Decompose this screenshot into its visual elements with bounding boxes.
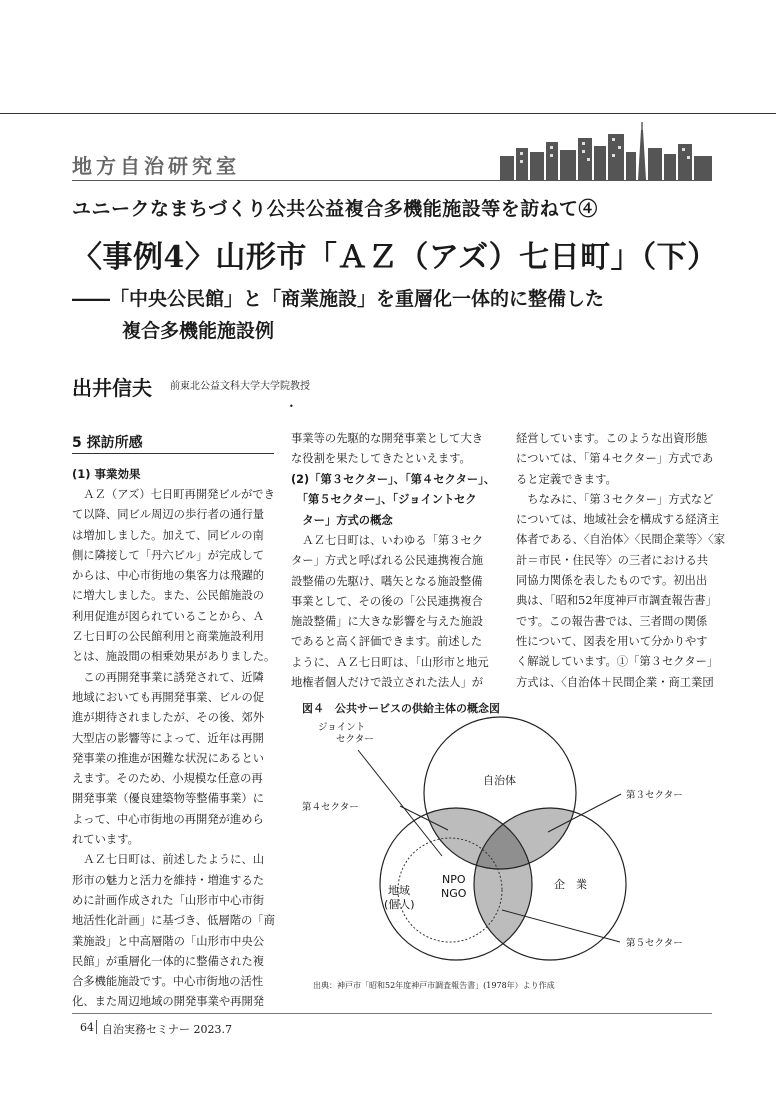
text-line: 事業等の先駆的な開発事業として大き [291,432,484,445]
subheading-2 [291,470,495,531]
label-kigyo: 企 業 [554,878,587,891]
text-line: 計＝市民・住民等〉の三者における共 [516,553,709,567]
page-number: 64 [80,1021,94,1034]
label-ngo: NGO [441,887,467,900]
label-chiiki-1: 地域 [388,884,410,897]
text-line: 地権者個人だけで設立された法人」が [291,676,484,690]
text-line: 体者である、〈自治体〉〈民間企業等〉〈家 [516,533,725,547]
series-rule [72,180,712,181]
text-line: ＡＺ（アズ）七日町再開発ビルができ [72,488,275,501]
text-line: 業施設」と中高層階の「山形市中央公 [72,934,265,948]
column-3 [516,429,725,693]
column-2-body [291,531,489,693]
section-heading-rule [72,453,274,454]
column-2-top [291,429,483,470]
article-title: 〈事例4〉山形市「ＡＺ（アズ）七日町」（下） [72,240,718,275]
label-4th-sector: 第４セクター [302,802,359,813]
text-line: ＡＺ七日町は、いわゆる「第３セク [291,534,484,547]
text-line: は増加しました。加えて、同ビルの南 [72,528,264,542]
text-line: (2)「第３セクター」、「第４セクター」、 [291,473,496,486]
text-line: 典は、「昭和52年度神戸市調査報告書」 [516,594,717,608]
footer-rule [72,1013,712,1014]
text-line: 民館」が重層化一体的に整備された複 [72,954,265,968]
stray-dot: • [289,402,294,411]
text-line: えます。そのため、小規模な任意の再 [72,772,263,786]
text-line: ると定義できます。 [516,472,617,486]
text-line: 地活性化計画」に基づき、低層階の「商 [72,914,275,928]
text-line: 合多機能施設です。中心市街地の活性 [72,975,264,989]
text-line: 事業として、その後の「公民連携複合 [291,594,483,608]
text-line: ター」方式の概念 [291,513,393,527]
text-line: めに計画作成された「山形市中心市街 [72,893,265,907]
text-line: 形市の魅力と活力を維持・増進するた [72,873,265,887]
subheading-1: (1) 事業効果 [72,467,141,481]
text-line: であると高く評価できます。前述した [291,635,483,649]
label-joint-sector-2: セクター [336,734,374,745]
footer-separator [96,1020,97,1034]
text-line: です。この報告書では、三者間の関係 [516,614,708,628]
top-rule [0,113,776,114]
author-affiliation: 前東北公益文科大学大学院教授 [170,381,310,392]
text-line: については、「第４セクター」方式であ [516,452,714,466]
series-subtitle: ユニークなまちづくり公共公益複合多機能施設等を訪ねて④ [72,198,598,220]
text-line: 大型店の影響等によって、近年は再開 [72,731,264,745]
label-jichitai: 自治体 [483,774,516,787]
text-line: な役割を果たしてきたといえます。 [291,452,471,466]
magazine-name: 自治実務セミナー 2023.7 [102,1023,232,1036]
figure-source: 出典：神戸市「昭和52年度神戸市調査報告書」(1978年）より作成 [313,981,555,990]
text-line: く解説しています。①「第３セクター」 [516,655,719,669]
text-line: 利用促進が図られていることから、Ａ [72,609,265,623]
label-5th-sector: 第５セクター [626,938,683,949]
text-line: 進が期待されましたが、その後、郊外 [72,711,265,725]
text-line: ちなみに、「第３セクター」方式など [516,492,714,506]
venn-diagram [300,716,720,978]
city-skyline-icon [498,122,714,180]
text-line: 「第５セクター」、「ジョイントセク [291,493,477,507]
text-line: 設整備の先駆け、嚆矢となる施設整備 [291,574,483,588]
text-line: ＡＺ七日町は、前述したように、山 [72,853,265,867]
series-label: 地方自治研究室 [72,154,240,178]
text-line: に増大しました。また、公民館施設の [72,589,265,603]
label-chiiki-2: (個人) [384,898,415,911]
section-heading: 5 探訪所感 [72,435,143,451]
lead-line-2: 複合多機能施設例 [122,320,275,342]
text-line: については、地域社会を構成する経済主 [516,513,720,527]
text-line: とは、施設間の相乗効果がありました。 [72,650,276,664]
text-line: て以降、同ビル周辺の歩行者の通行量 [72,508,265,522]
text-line: 性について、図表を用いて分かりやす [516,634,708,648]
text-line: 側に隣接して「丹六ビル」が完成して [72,548,265,562]
text-line: この再開発事業に誘発されて、近隣 [72,670,264,684]
text-line: 方式は、〈自治体＋民間企業・商工業団 [516,675,714,689]
text-line: ように、ＡＺ七日町は、「山形市と地元 [291,655,489,669]
text-line: よって、中心市街地の再開発が進めら [72,812,264,826]
text-line: 同協力関係を表したものです。初出出 [516,574,708,588]
figure-title: 図４ 公共サービスの供給主体の概念図 [302,702,500,715]
text-line: 発事業の推進が困難な状況にあるとい [72,751,265,765]
label-joint-sector-1: ジョイント [318,722,366,733]
column-1 [72,485,275,1013]
label-3rd-sector: 第３セクター [626,790,683,801]
text-line: 地域においても再開発事業、ビルの促 [72,690,265,704]
label-npo: NPO [442,873,466,886]
author-name: 出井信夫 [72,376,152,400]
text-line: 化、また周辺地域の開発事業や再開発 [72,995,265,1009]
text-line: 開発事業（優良建築物等整備事業）に [72,792,265,806]
text-line: 経営しています。このような出資形態 [516,432,708,445]
text-line: からは、中心市街地の集客力は飛躍的 [72,569,265,583]
text-line: ター」方式と呼ばれる公民連携複合施 [291,554,484,568]
text-line: Ｚ七日町の公民館利用と商業施設利用 [72,630,265,644]
text-line: れています。 [72,833,139,847]
text-line: 施設整備」に大きな影響を与えた施設 [291,615,484,629]
lead-line-1: ――「中央公民館」と「商業施設」を重層化一体的に整備した [72,288,605,310]
